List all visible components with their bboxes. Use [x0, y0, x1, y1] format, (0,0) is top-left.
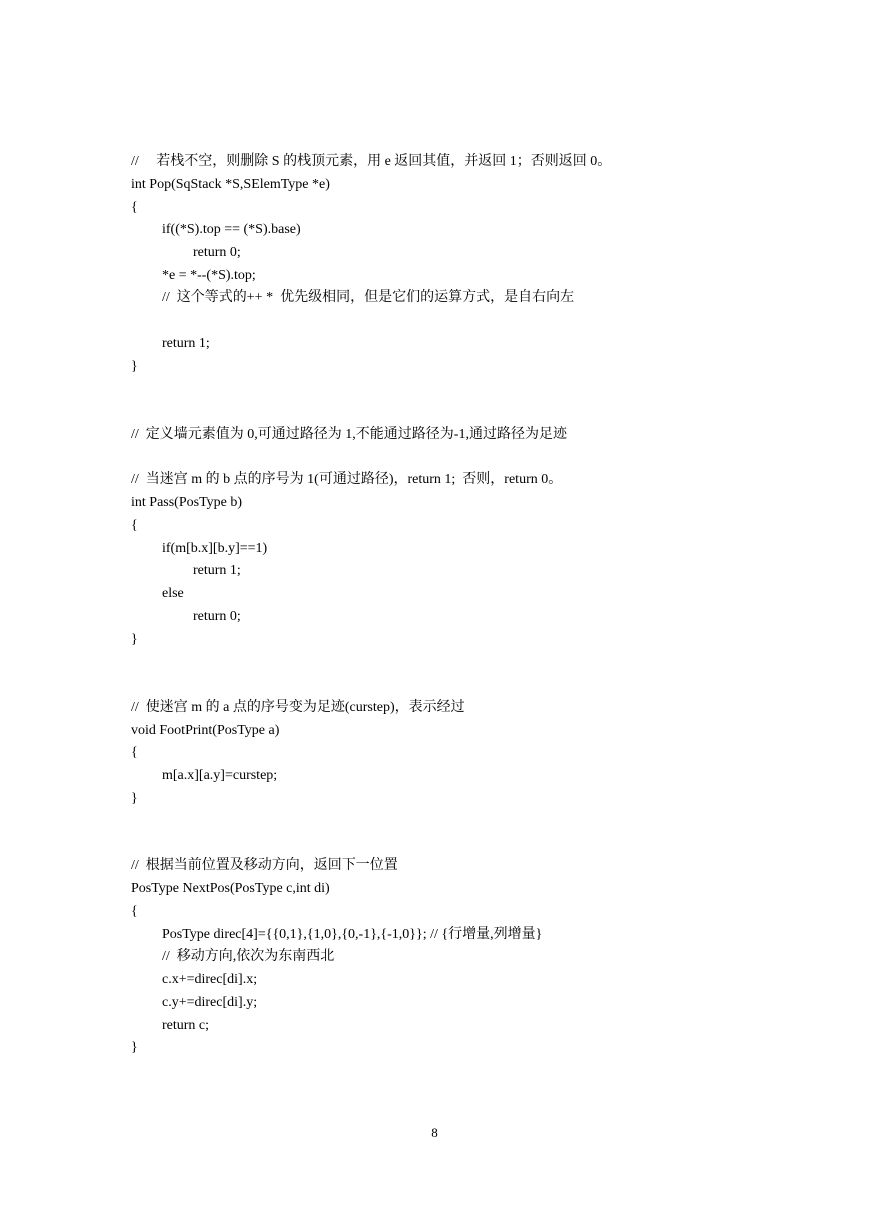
pop-if-line: if((*S).top == (*S).base) [162, 222, 301, 237]
pop-assign-line: *e = *--(*S).top; [162, 268, 256, 283]
pop-note-comment: // 这个等式的++ * 优先级相同，但是它们的运算方式，是自右向左 [162, 290, 575, 305]
footprint-comment: // 使迷宫 m 的 a 点的序号变为足迹(curstep)，表示经过 [131, 700, 465, 715]
pop-close-brace: } [131, 359, 138, 374]
nextpos-direc-line: PosType direc[4]={{0,1},{1,0},{0,-1},{-1,0}}; // {行增量,列增量} [162, 927, 543, 942]
nextpos-close-brace: } [131, 1040, 138, 1055]
pop-signature: int Pop(SqStack *S,SElemType *e) [131, 177, 330, 192]
nextpos-open-brace: { [131, 904, 138, 919]
pass-comment: // 当迷宫 m 的 b 点的序号为 1(可通过路径)，return 1; 否则，return 0。 [131, 472, 563, 487]
pass-return-zero: return 0; [193, 609, 241, 624]
wall-comment: // 定义墙元素值为 0,可通过路径为 1,不能通过路径为-1,通过路径为足迹 [131, 427, 567, 442]
nextpos-cx-line: c.x+=direc[di].x; [162, 972, 258, 987]
nextpos-comment: // 根据当前位置及移动方向，返回下一位置 [131, 858, 398, 873]
nextpos-cy-line: c.y+=direc[di].y; [162, 995, 258, 1010]
footprint-open-brace: { [131, 745, 138, 760]
pop-return-one: return 1; [162, 336, 210, 351]
pass-if-line: if(m[b.x][b.y]==1) [162, 541, 268, 556]
pass-open-brace: { [131, 518, 138, 533]
pop-return-zero: return 0; [193, 245, 241, 260]
nextpos-signature: PosType NextPos(PosType c,int di) [131, 881, 330, 896]
pass-else-line: else [162, 586, 184, 601]
footprint-statement: m[a.x][a.y]=curstep; [162, 768, 278, 783]
footprint-close-brace: } [131, 791, 138, 806]
pop-open-brace: { [131, 200, 138, 215]
pass-close-brace: } [131, 632, 138, 647]
page-number: 8 [431, 1125, 438, 1140]
nextpos-note-comment: // 移动方向,依次为东南西北 [162, 949, 335, 964]
pop-comment: // 若栈不空，则删除 S 的栈顶元素，用 e 返回其值，并返回 1；否则返回 0。 [131, 154, 612, 169]
pass-return-one: return 1; [193, 563, 241, 578]
nextpos-return-line: return c; [162, 1018, 210, 1033]
pass-signature: int Pass(PosType b) [131, 495, 243, 510]
footprint-signature: void FootPrint(PosType a) [131, 723, 280, 738]
